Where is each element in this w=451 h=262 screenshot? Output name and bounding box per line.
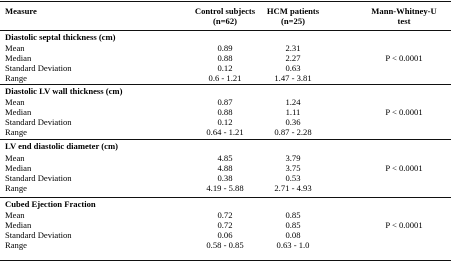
- header-measure: Measure: [5, 6, 37, 16]
- control-value: 0.38: [217, 173, 233, 183]
- control-value: 4.19 - 5.88: [206, 183, 244, 193]
- row-label: Standard Deviation: [5, 173, 72, 183]
- hcm-value: 1.47 - 3.81: [274, 73, 312, 83]
- row-label: Median: [5, 163, 32, 173]
- row-label: Range: [5, 73, 27, 83]
- hcm-value: 3.79: [285, 153, 301, 163]
- hcm-value: 0.36: [285, 117, 301, 127]
- hcm-value: 0.63 - 1.0: [276, 240, 310, 250]
- control-value: 0.87: [217, 97, 233, 107]
- hcm-value: 0.87 - 2.28: [274, 127, 312, 137]
- table-row: [0, 220, 451, 230]
- header-control-n: (n=62): [213, 16, 237, 27]
- row-label: Range: [5, 127, 27, 137]
- test-value: P < 0.0001: [385, 107, 423, 117]
- table-row: [0, 117, 451, 127]
- header-rule: [0, 30, 451, 31]
- row-label: Mean: [5, 97, 25, 107]
- control-value: 4.88: [217, 163, 233, 173]
- table-row: [0, 127, 451, 137]
- hcm-value: 0.63: [285, 63, 301, 73]
- table-row: [0, 97, 451, 107]
- header-mw-line1: Mann-Whitney-U: [371, 6, 437, 16]
- section-title: LV end diastolic diameter (cm): [5, 141, 118, 151]
- section-title: Diastolic septal thickness (cm): [5, 32, 116, 42]
- table-row: [0, 240, 451, 250]
- section-divider: [0, 84, 451, 85]
- row-label: Range: [5, 183, 27, 193]
- hcm-value: 2.71 - 4.93: [274, 183, 312, 193]
- control-value: 0.64 - 1.21: [206, 127, 244, 137]
- row-label: Median: [5, 220, 32, 230]
- test-value: P < 0.0001: [385, 220, 423, 230]
- bottom-rule: [0, 260, 451, 261]
- row-label: Range: [5, 240, 27, 250]
- hcm-value: 0.85: [285, 220, 301, 230]
- table-row: [0, 173, 451, 183]
- hcm-value: 1.24: [285, 97, 301, 107]
- row-label: Median: [5, 53, 32, 63]
- row-label: Mean: [5, 153, 25, 163]
- header-hcm-patients: [243, 6, 343, 26]
- row-label: Standard Deviation: [5, 117, 72, 127]
- hcm-value: 0.85: [285, 210, 301, 220]
- header-hcm-title: HCM patients: [266, 6, 320, 16]
- hcm-value: 2.27: [285, 53, 301, 63]
- hcm-value: 2.31: [285, 43, 301, 53]
- control-value: 0.88: [217, 107, 233, 117]
- table-row: [0, 183, 451, 193]
- section-title: Cubed Ejection Fraction: [5, 199, 96, 209]
- header-mw-line2: test: [397, 16, 411, 27]
- section-divider: [0, 197, 451, 198]
- control-value: 0.6 - 1.21: [208, 73, 242, 83]
- table-row: [0, 43, 451, 53]
- table-header: [0, 2, 451, 30]
- test-value: P < 0.0001: [385, 163, 423, 173]
- control-value: 4.85: [217, 153, 233, 163]
- table-row: [0, 210, 451, 220]
- row-label: Standard Deviation: [5, 230, 72, 240]
- table-row: [0, 153, 451, 163]
- test-value: P < 0.0001: [385, 53, 423, 63]
- section-divider: [0, 139, 451, 140]
- control-value: 0.12: [217, 63, 233, 73]
- header-hcm-n: (n=25): [281, 16, 305, 27]
- control-value: 0.72: [217, 210, 233, 220]
- control-value: 0.88: [217, 53, 233, 63]
- table-row: [0, 230, 451, 240]
- control-value: 0.12: [217, 117, 233, 127]
- table-row: [0, 63, 451, 73]
- table-row: [0, 163, 451, 173]
- table-row: [0, 107, 451, 117]
- control-value: 0.89: [217, 43, 233, 53]
- hcm-value: 0.08: [285, 230, 301, 240]
- hcm-value: 1.11: [285, 107, 301, 117]
- hcm-value: 3.75: [285, 163, 301, 173]
- header-mann-whitney: [358, 6, 450, 26]
- table-row: [0, 73, 451, 83]
- row-label: Standard Deviation: [5, 63, 72, 73]
- control-value: 0.58 - 0.85: [206, 240, 244, 250]
- hcm-value: 0.53: [285, 173, 301, 183]
- header-control-title: Control subjects: [194, 6, 256, 16]
- row-label: Median: [5, 107, 32, 117]
- table-row: [0, 53, 451, 63]
- row-label: Mean: [5, 210, 25, 220]
- control-value: 0.72: [217, 220, 233, 230]
- row-label: Mean: [5, 43, 25, 53]
- control-value: 0.06: [217, 230, 233, 240]
- section-title: Diastolic LV wall thickness (cm): [5, 86, 123, 96]
